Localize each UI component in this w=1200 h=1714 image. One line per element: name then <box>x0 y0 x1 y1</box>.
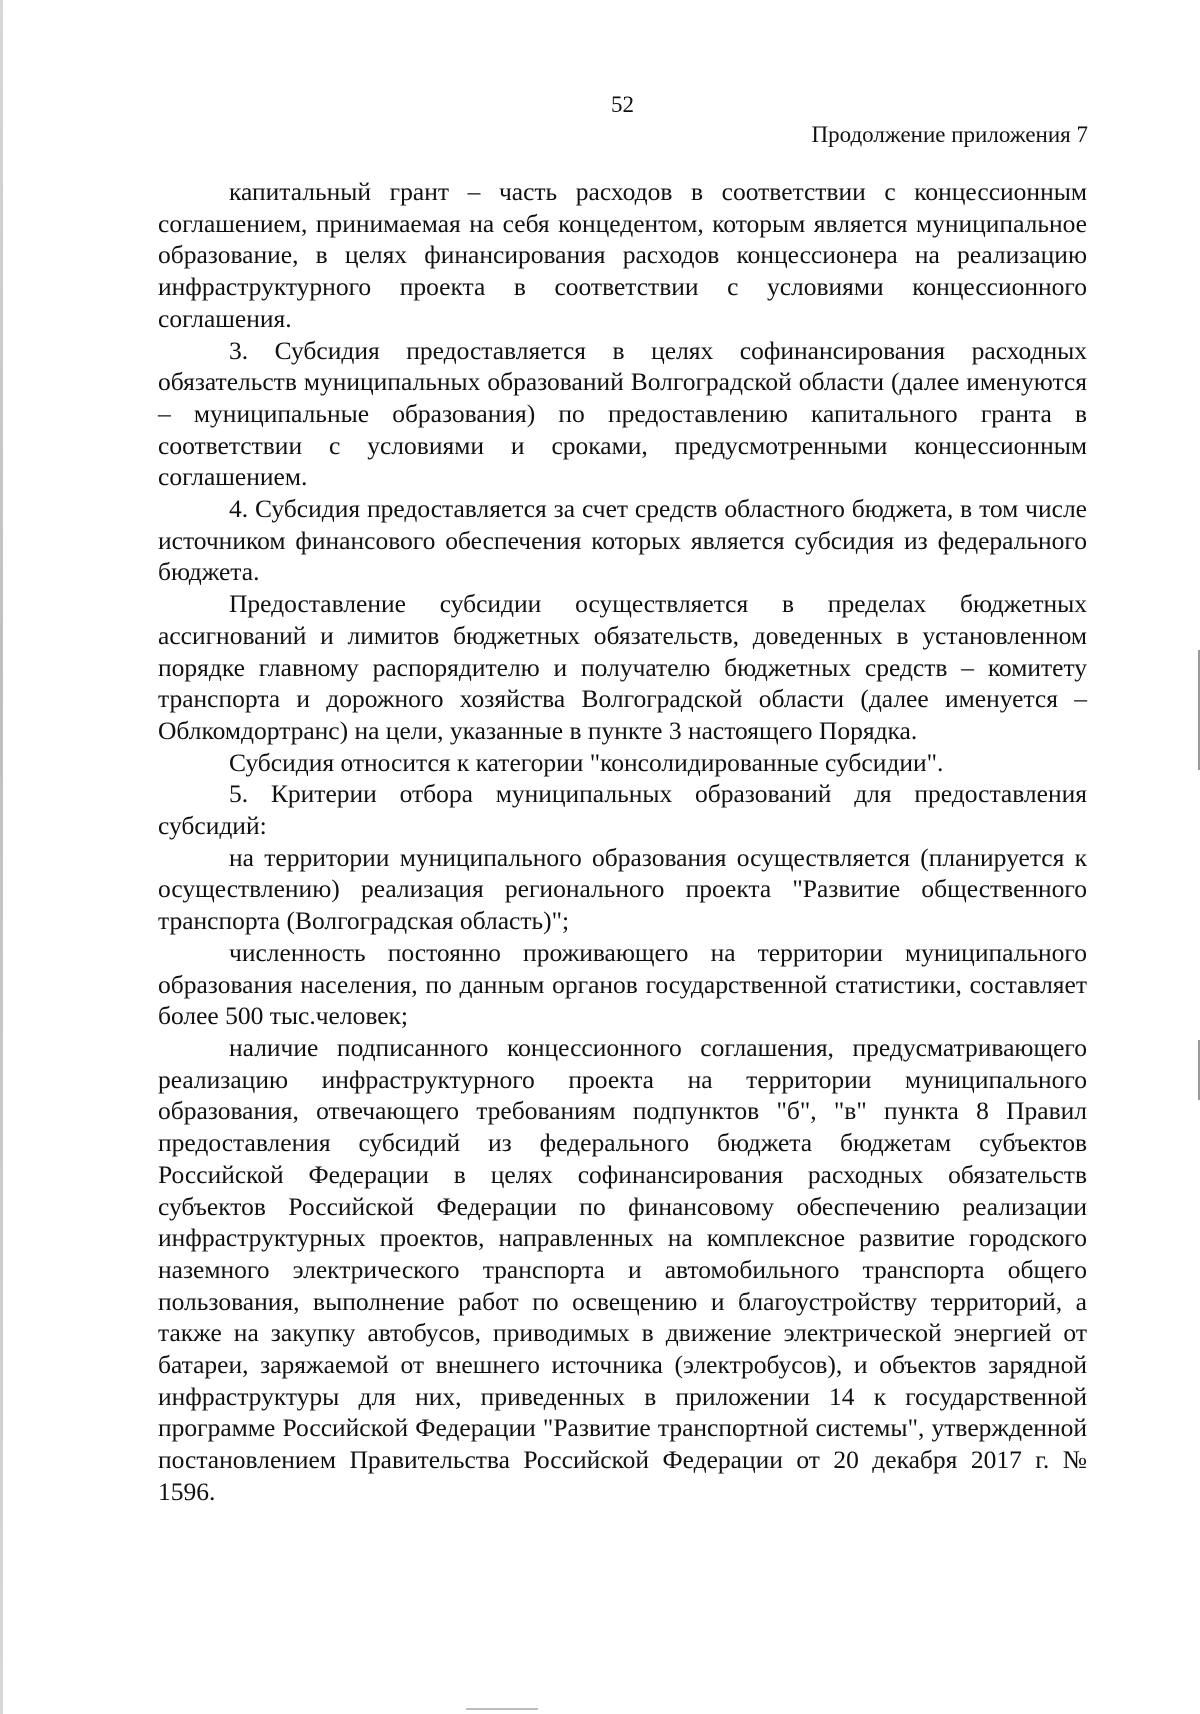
appendix-continuation-note: Продолжение приложения 7 <box>811 122 1088 147</box>
scan-edge-shadow <box>0 0 3 1714</box>
paragraph-item-4: 4. Субсидия предоставляется за счет средств областного бюджета, в том числе источником финансового обеспечения которых является субсидия из федерального бюджета. <box>158 494 1087 587</box>
paragraph-criterion-concession-agreement: наличие подписанного концессионного соглашения, предусматривающего реализацию инфраструктурного проекта на территории муниципального образования, отвечающего требованиям подпунктов "б", "в" пункта 8 Правил предоставления субсидий из федерального бюджета бюджетам субъектов Российской Федерации в целях софинансирования расходных обязательств субъектов Российской Федерации по финансовому обеспечению реализации инфраструктурных проектов, направленных на комплексное развитие городского наземного электрического транспорта и автомобильного транспорта общего пользования, выполнение работ по освещению и благоустройству территорий, а также на закупку автобусов, приводимых в движение электрической энергией от батареи, заряжаемой от внешнего источника (электробусов), и объектов зарядной инфраструктуры для них, приведенных в приложении 14 к государственной программе Российской Федерации "Развитие транспортной системы", утвержденной постановлением Правительства Российской Федерации от 20 декабря 2017 г. № 1596. <box>158 1032 1087 1506</box>
paragraph-budget-limits: Предоставление субсидии осуществляется в пределах бюджетных ассигнований и лимитов бюджетных обязательств, доведенных в установленном порядке главному распорядителю и получателю бюджетных средств – комитету транспорта и дорожного хозяйства Волгоградской области (далее именуется – Облкомдортранс) на цели, указанные в пункте 3 настоящего Порядка. <box>158 589 1087 745</box>
paragraph-criterion-population: численность постоянно проживающего на территории муниципального образования населения, по данным органов государственной статистики, составляет более 500 тыс.человек; <box>158 937 1087 1031</box>
paragraph-subsidy-category: Субсидия относится к категории "консолидированные субсидии". <box>229 747 944 777</box>
footer-rule <box>466 1708 538 1710</box>
paragraph-item-5: 5. Критерии отбора муниципальных образований для предоставления субсидий: <box>158 779 1087 841</box>
paragraph-item-3: 3. Субсидия предоставляется в целях софинансирования расходных обязательств муниципальных образований Волгоградской области (далее именуются – муниципальные образования) по предоставлению капитального гранта в соответствии с условиями и сроками, предусмотренными концессионным соглашением. <box>158 335 1087 492</box>
document-body <box>158 176 1087 1508</box>
paragraph-capital-grant-definition: капитальный грант – часть расходов в соответствии с концессионным соглашением, принимаемая на себя концедентом, которым является муниципальное образование, в целях финансирования расходов концессионера на реализацию инфраструктурного проекта в соответствии с условиями концессионного соглашения. <box>158 177 1087 333</box>
paragraph-criterion-regional-project: на территории муниципального образования осуществляется (планируется к осуществлению) реализация регионального проекта "Развитие общественного транспорта (Волгоградская область)"; <box>158 842 1087 936</box>
page-number: 52 <box>611 92 634 117</box>
